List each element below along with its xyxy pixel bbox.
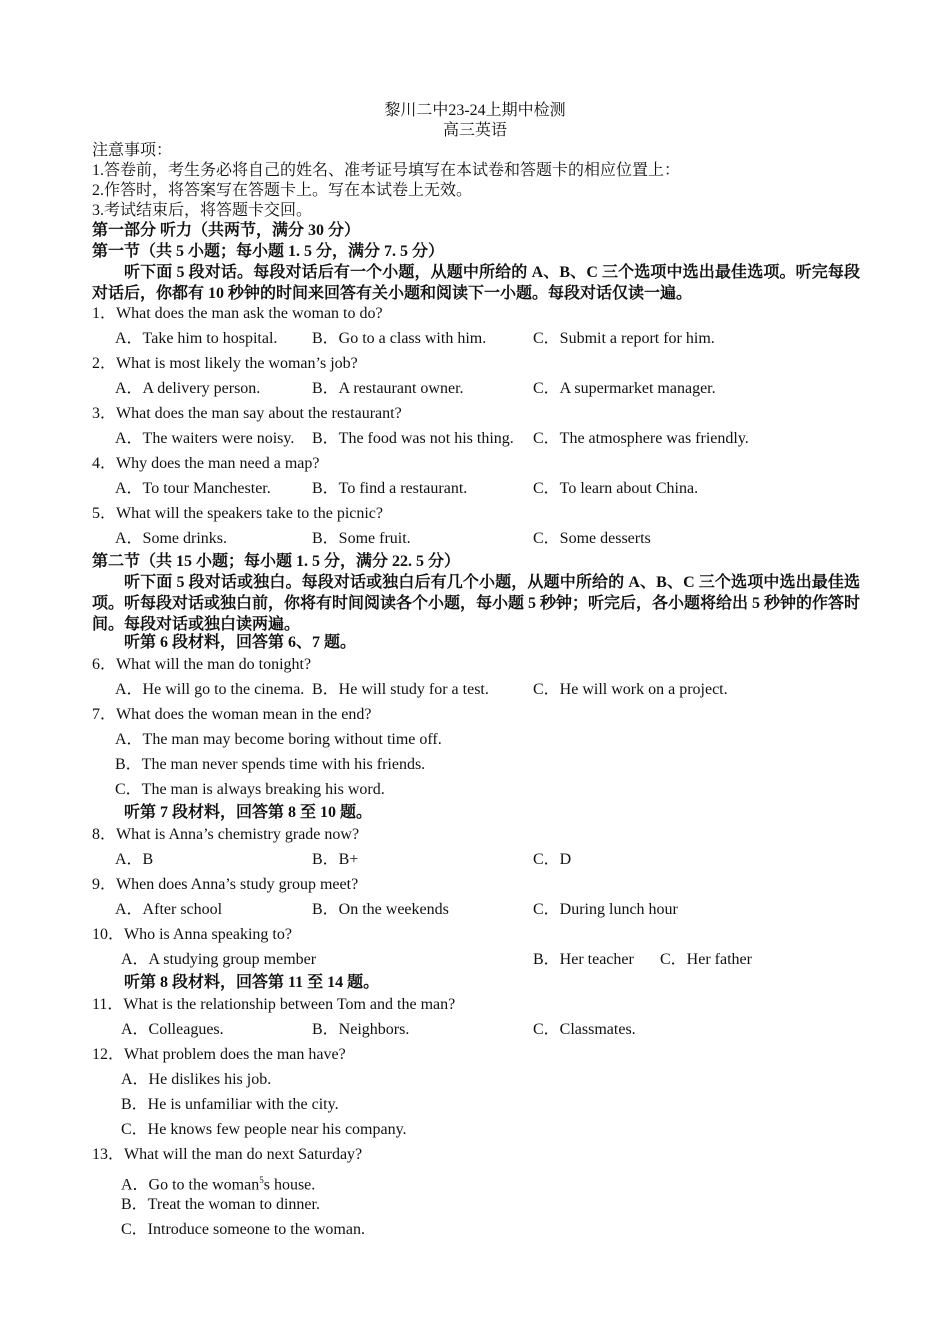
question-7-stem: 7．What does the woman mean in the end? — [92, 706, 372, 723]
question-10-option-c: C．Her father — [660, 951, 752, 968]
notice-heading: 注意事项： — [92, 142, 173, 159]
notice-item-3: 3.考试结束后，将答题卡交回。 — [92, 202, 313, 219]
question-2-option-c: C．A supermarket manager. — [533, 380, 716, 397]
exam-subtitle: 高三英语 — [442, 122, 507, 139]
question-10-stem: 10．Who is Anna speaking to? — [92, 926, 292, 943]
question-3-option-c: C．The atmosphere was friendly. — [533, 430, 749, 447]
question-6-option-a: A．He will go to the cinema. — [115, 681, 305, 698]
notice-item-2: 2.作答时，将答案写在答题卡上。写在本试卷上无效。 — [92, 182, 473, 199]
question-8-option-a: A．B — [115, 851, 154, 868]
question-9-option-b: B．On the weekends — [312, 901, 449, 918]
question-8-option-b: B．B+ — [312, 851, 359, 868]
question-12-stem: 12．What problem does the man have? — [92, 1046, 346, 1063]
question-11-option-c: C．Classmates. — [533, 1021, 636, 1038]
question-13-option-b: B．Treat the woman to dinner. — [121, 1196, 320, 1213]
question-4-option-b: B．To find a restaurant. — [312, 480, 468, 497]
question-13-option-a-text-end: s house. — [263, 1176, 316, 1194]
question-13-option-a-superscript: 5 — [259, 1175, 264, 1185]
material-6-heading: 听第 6 段材料，回答第 6、7 题。 — [124, 634, 357, 651]
section2-instruction: 听下面 5 段对话或独白。每段对话或独白后有几个小题，从题中所给的 A、B、C 三个选项中选出最佳选项。听每段对话或独白前，你将有时间阅读各个小题，每小题 5 秒钟；听完后，各小题将给出 5 秒钟的作答时间。每段对话或独白读两遍。 — [92, 574, 861, 633]
question-1-stem: 1．What does the man ask the woman to do? — [92, 305, 383, 322]
question-1-option-b: B．Go to a class with him. — [312, 330, 487, 347]
question-13-option-c: C．Introduce someone to the woman. — [121, 1221, 365, 1238]
question-5-option-a: A．Some drinks. — [115, 530, 228, 547]
section1-heading: 第一节（共 5 小题；每小题 1. 5 分，满分 7. 5 分） — [92, 243, 445, 260]
question-7-option-c: C．The man is always breaking his word. — [115, 781, 385, 798]
question-13-option-a-text: A．Go to the woman — [121, 1176, 260, 1194]
question-2-option-b: B．A restaurant owner. — [312, 380, 464, 397]
question-3-option-a: A．The waiters were noisy. — [115, 430, 295, 447]
question-9-option-c: C．During lunch hour — [533, 901, 678, 918]
material-7-heading: 听第 7 段材料，回答第 8 至 10 题。 — [124, 804, 373, 821]
question-12-option-b: B．He is unfamiliar with the city. — [121, 1096, 339, 1113]
question-13-stem: 13．What will the man do next Saturday? — [92, 1146, 363, 1163]
question-12-option-c: C．He knows few people near his company. — [121, 1121, 407, 1138]
question-9-option-a: A．After school — [115, 901, 223, 918]
question-11-option-b: B．Neighbors. — [312, 1021, 410, 1038]
question-10-option-a: A．A studying group member — [121, 951, 317, 968]
question-8-stem: 8．What is Anna’s chemistry grade now? — [92, 826, 360, 843]
question-8-option-c: C．D — [533, 851, 572, 868]
question-6-option-b: B．He will study for a test. — [312, 681, 489, 698]
question-5-stem: 5．What will the speakers take to the picnic? — [92, 505, 384, 522]
question-5-option-c: C．Some desserts — [533, 530, 651, 547]
question-4-option-a: A．To tour Manchester. — [115, 480, 271, 497]
notice-item-1: 1.答卷前，考生务必将自己的姓名、准考证号填写在本试卷和答题卡的相应位置上： — [92, 162, 681, 179]
question-11-option-a: A．Colleagues. — [121, 1021, 224, 1038]
exam-title: 黎川二中23-24上期中检测 — [384, 102, 566, 119]
question-1-option-c: C．Submit a report for him. — [533, 330, 715, 347]
section2-heading: 第二节（共 15 小题；每小题 1. 5 分，满分 22. 5 分） — [92, 553, 461, 570]
question-2-option-a: A．A delivery person. — [115, 380, 261, 397]
question-7-option-a: A．The man may become boring without time off. — [115, 731, 442, 748]
question-3-option-b: B．The food was not his thing. — [312, 430, 514, 447]
question-4-option-c: C．To learn about China. — [533, 480, 699, 497]
question-11-stem: 11．What is the relationship between Tom and the man? — [92, 996, 456, 1013]
part1-heading: 第一部分 听力（共两节，满分 30 分） — [92, 222, 361, 239]
question-6-stem: 6．What will the man do tonight? — [92, 656, 312, 673]
question-12-option-a: A．He dislikes his job. — [121, 1071, 272, 1088]
material-8-heading: 听第 8 段材料，回答第 11 至 14 题。 — [124, 974, 380, 991]
question-4-stem: 4．Why does the man need a map? — [92, 455, 320, 472]
question-1-option-a: A．Take him to hospital. — [115, 330, 278, 347]
question-13-option-a — [121, 1169, 315, 1196]
question-10-option-b: B．Her teacher — [533, 951, 634, 968]
question-3-stem: 3．What does the man say about the restaurant? — [92, 405, 402, 422]
section1-instruction: 听下面 5 段对话。每段对话后有一个小题，从题中所给的 A、B、C 三个选项中选出最佳选项。听完每段对话后，你都有 10 秒钟的时间来回答有关小题和阅读下一小题。每段对话仅读一遍。 — [92, 264, 860, 302]
question-6-option-c: C．He will work on a project. — [533, 681, 728, 698]
question-2-stem: 2．What is most likely the woman’s job? — [92, 355, 358, 372]
question-9-stem: 9．When does Anna’s study group meet? — [92, 876, 359, 893]
question-5-option-b: B．Some fruit. — [312, 530, 411, 547]
question-7-option-b: B．The man never spends time with his friends. — [115, 756, 426, 773]
